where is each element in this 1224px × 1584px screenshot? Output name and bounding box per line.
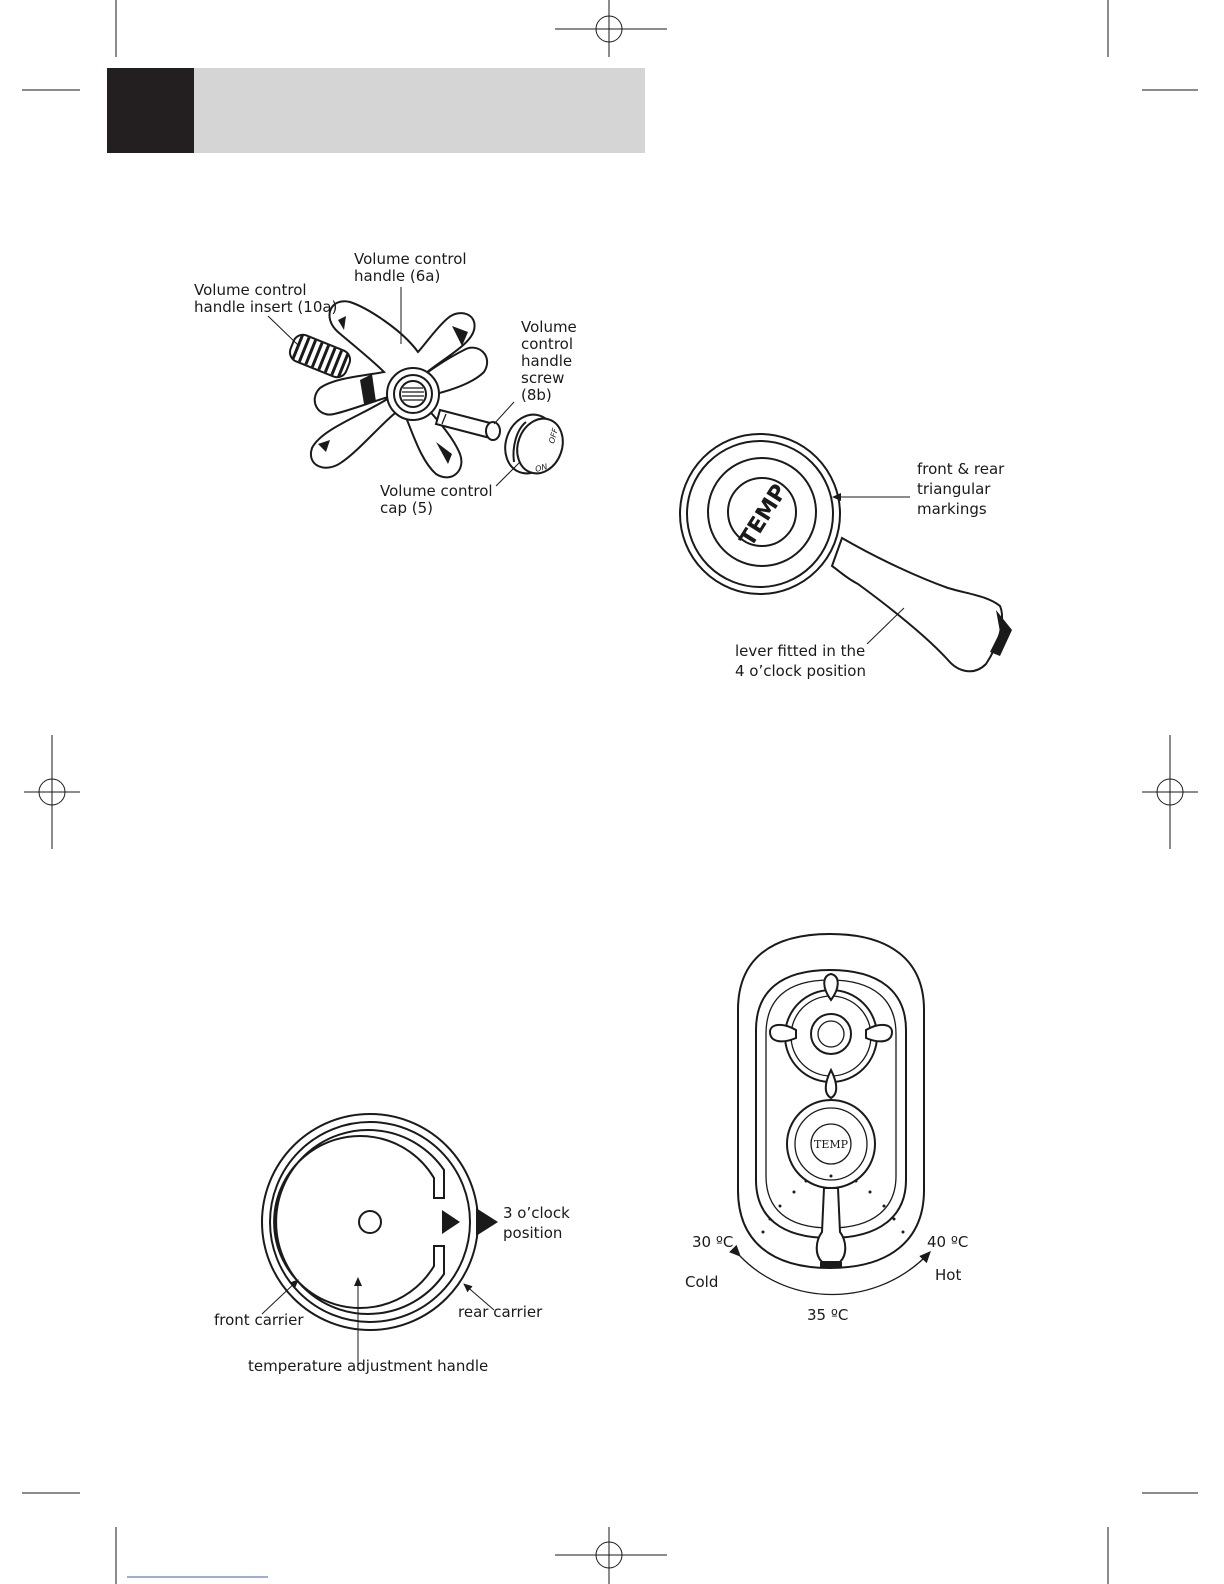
label-cold: Cold (685, 1273, 719, 1291)
crop-marks (22, 0, 1198, 1584)
label-hot: Hot (935, 1266, 962, 1284)
handle-insert-drawing (287, 332, 353, 380)
registration-mark-left (24, 735, 80, 849)
label-40c: 40 ºC (927, 1233, 969, 1251)
figure-carrier (214, 1114, 575, 1375)
label-volume-cap: Volume control cap (5) (380, 482, 493, 517)
figure-temp-lever (680, 434, 1012, 680)
label-temperature-handle: temperature adjustment handle (248, 1357, 489, 1375)
cap-off-text: OFF (547, 427, 560, 445)
header-band (194, 68, 645, 153)
header-bar (107, 68, 645, 153)
figure-valve (685, 934, 968, 1324)
cap-on-text: ON (534, 462, 549, 474)
label-volume-handle: Volume control handle (6a) (354, 250, 467, 285)
label-triangular-markings: front & rear triangular markings (917, 460, 1005, 518)
figure-cross-handle (194, 250, 582, 517)
registration-mark-top (555, 0, 667, 57)
label-lever-position: lever fitted in the 4 o’clock position (735, 642, 866, 680)
registration-mark-right (1142, 735, 1198, 849)
label-30c: 30 ºC (692, 1233, 734, 1251)
valve-temp-text: TEMP (813, 1138, 849, 1151)
temp-knob-text: TEMP (735, 480, 793, 552)
label-35c: 35 ºC (807, 1306, 849, 1324)
volume-cap-drawing (497, 408, 570, 481)
label-rear-carrier: rear carrier (458, 1303, 543, 1321)
label-front-carrier: front carrier (214, 1311, 304, 1329)
label-handle-insert: Volume control handle insert (10a) (194, 281, 338, 316)
header-block (107, 68, 194, 153)
registration-mark-bottom (555, 1527, 667, 1584)
label-handle-screw: Volume control handle screw (8b) (521, 318, 577, 404)
label-3-oclock: 3 o’clock position (503, 1204, 570, 1242)
